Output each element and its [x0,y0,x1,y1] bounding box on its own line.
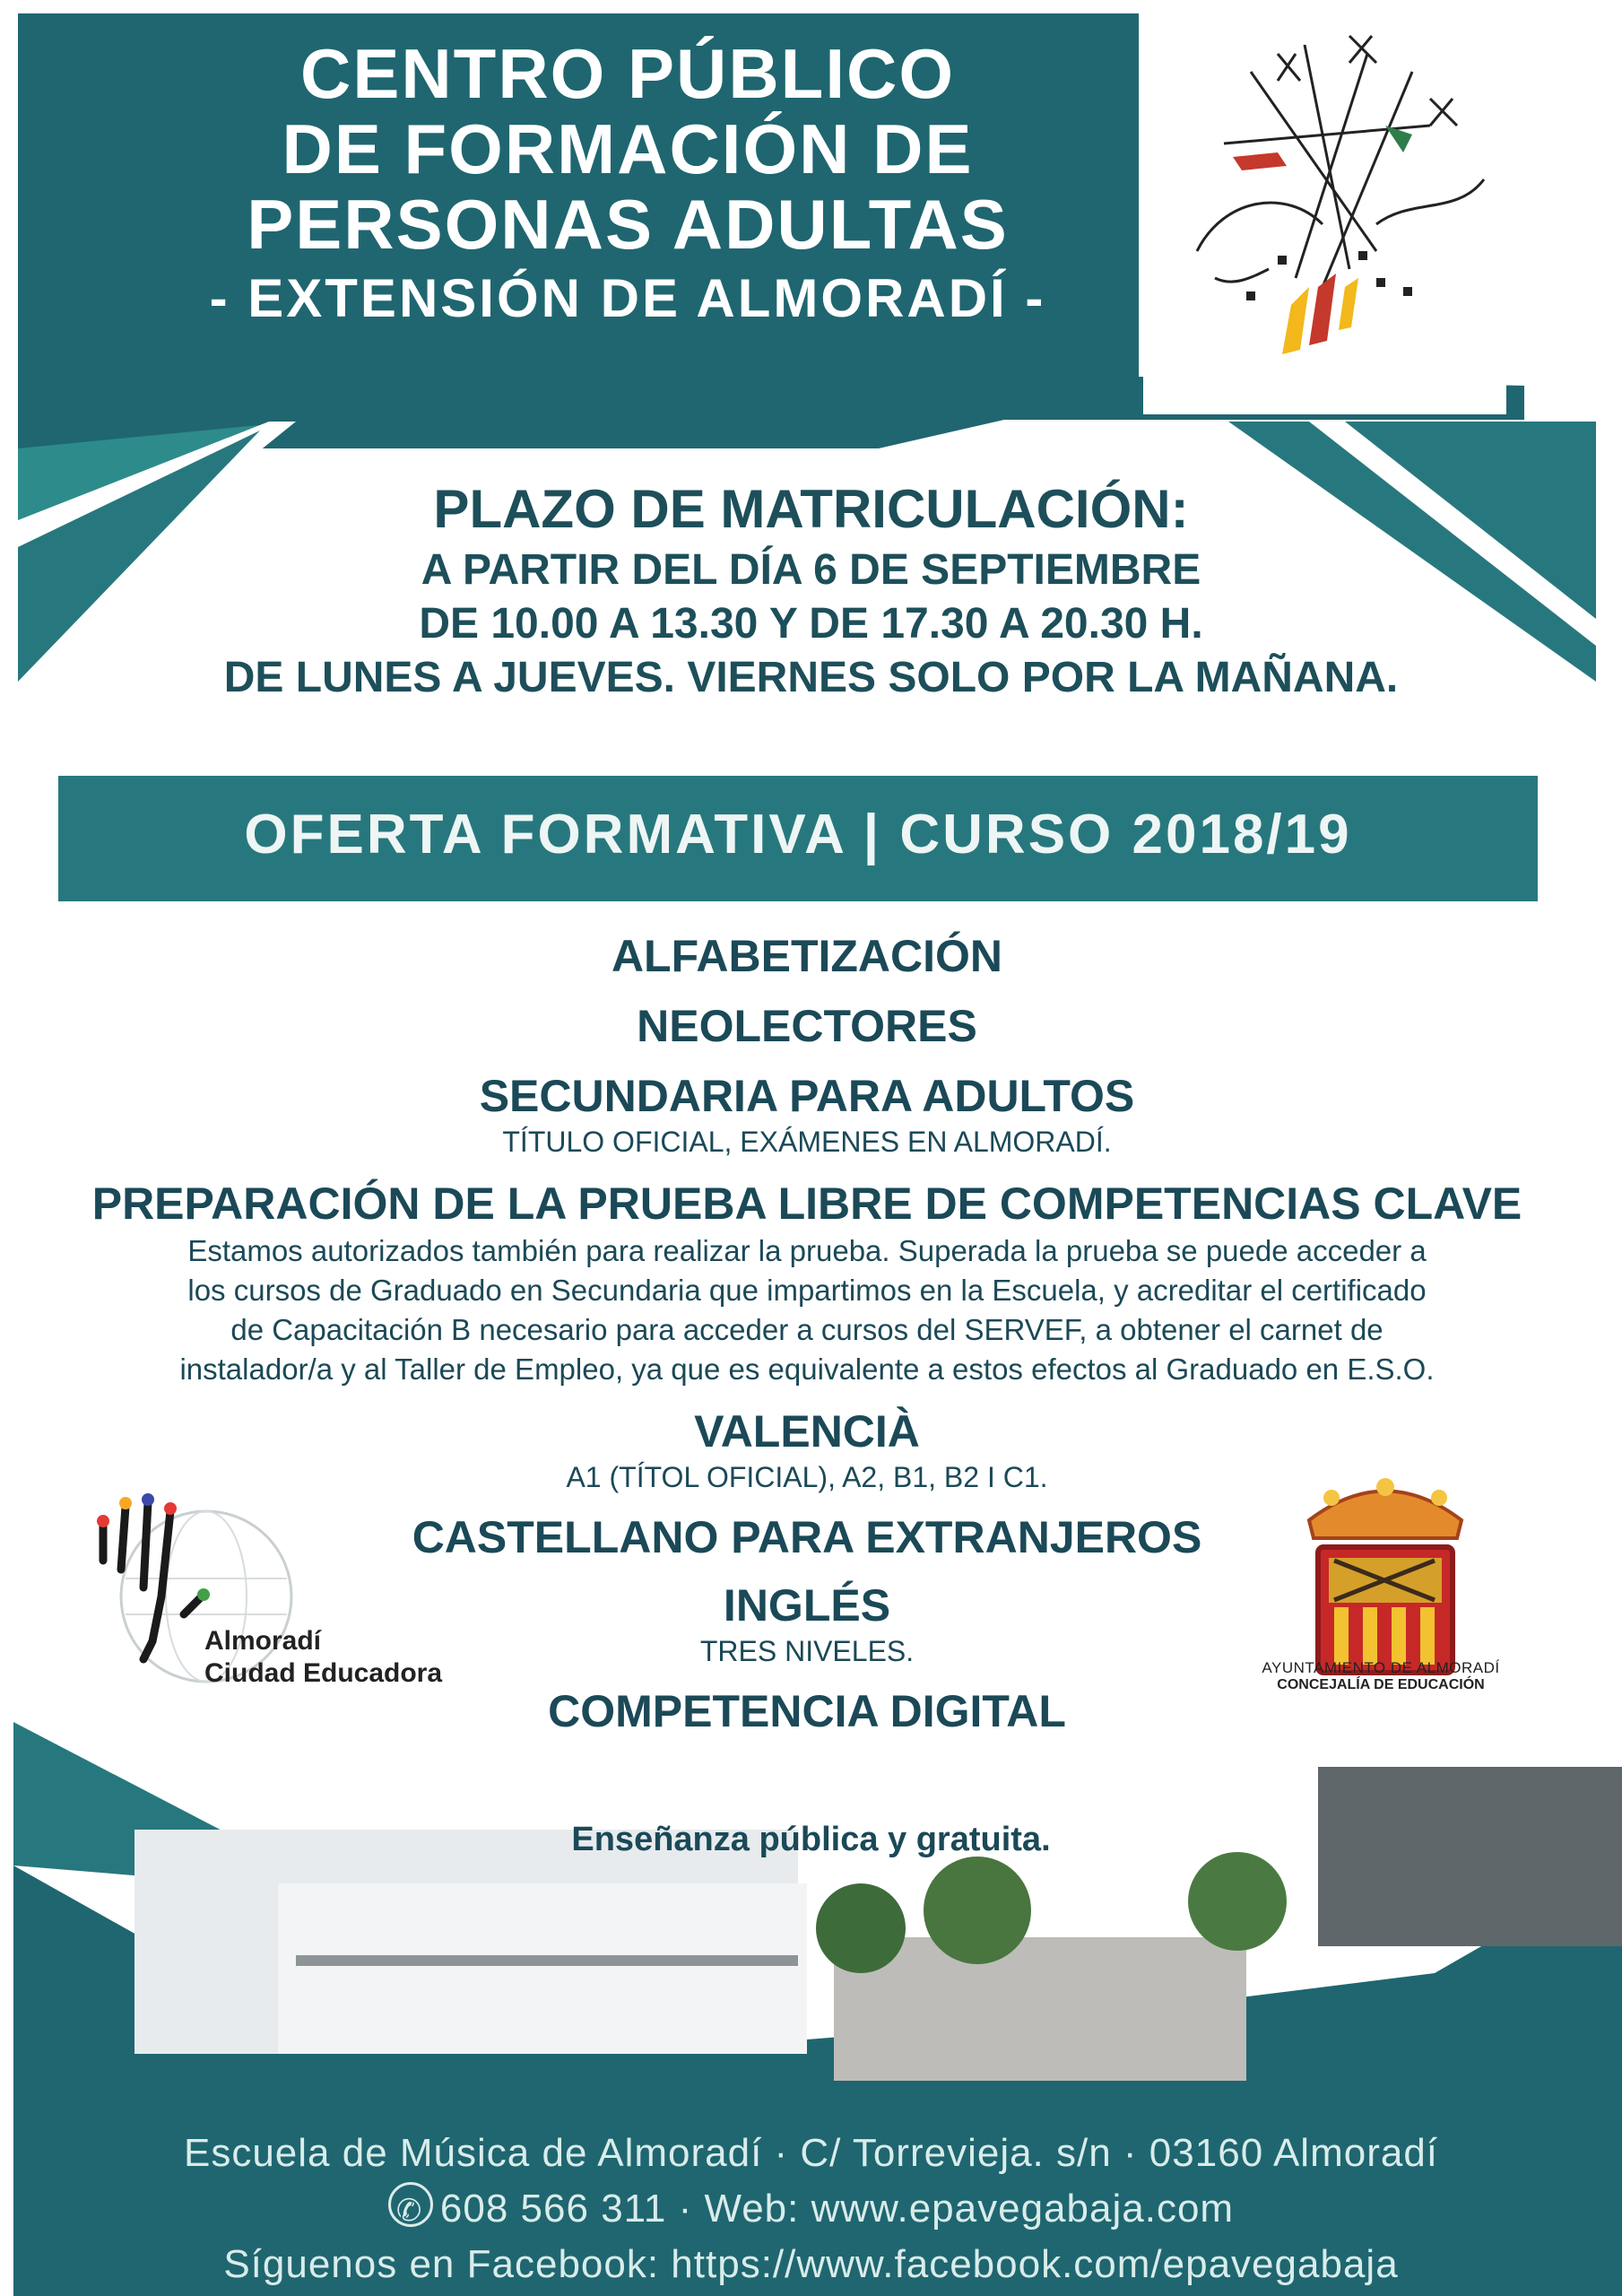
building-windows [296,1955,798,1966]
course-secundaria-note: TÍTULO OFICIAL, EXÁMENES EN ALMORADÍ. [502,1126,1112,1158]
course-preparacion: PREPARACIÓN DE LA PRUEBA LIBRE DE COMPETENCIAS CLAVE [91,1178,1522,1229]
tree [924,1857,1031,1964]
course-ingles: INGLÉS [723,1580,891,1631]
concejalia-name: CONCEJALÍA DE EDUCACIÓN [1277,1677,1485,1692]
course-valencia-note: A1 (TÍTOL OFICIAL), A2, B1, B2 I C1. [566,1461,1048,1493]
ciudad-educadora-text [204,1625,442,1690]
title-line: CENTRO PÚBLICO [300,34,955,113]
course-ingles-note: TRES NIVELES. [699,1635,915,1667]
enrolment-days: DE LUNES A JUEVES. VIERNES SOLO POR LA MAÑANA. [223,654,1399,701]
course-valencia: VALENCIÀ [694,1406,920,1457]
footer-facebook[interactable]: Síguenos en Facebook: https://www.facebook.com/epavegabaja [223,2242,1399,2286]
enrolment-title: PLAZO DE MATRICULACIÓN: [433,479,1189,539]
footer-address: Escuela de Música de Almoradí · C/ Torrevieja. s/n · 03160 Almoradí [183,2131,1439,2175]
header-title [126,36,1130,332]
ayuntamiento-crest-icon [1291,1471,1479,1677]
building-front [278,1883,807,2054]
course-preparacion-line: instalador/a y al Taller de Empleo, ya que es equivalente a estos efectos al Graduado en E.S.O. [179,1352,1435,1386]
offer-banner-label: OFERTA FORMATIVA | CURSO 2018/19 [244,804,1352,865]
course-digital: COMPETENCIA DIGITAL [548,1686,1066,1736]
enrolment-hours: DE 10.00 A 13.30 Y DE 17.30 A 20.30 H. [419,600,1203,648]
center-logo [1143,18,1506,414]
course-secundaria: SECUNDARIA PARA ADULTOS [479,1071,1135,1121]
phone-icon [388,2182,433,2227]
ayuntamiento-name: AYUNTAMIENTO DE ALMORADÍ [1262,1659,1500,1676]
course-preparacion-line: de Capacitación B necesario para acceder a cursos del SERVEF, a obtener el carnet de [230,1313,1383,1346]
subtitle: - EXTENSIÓN DE ALMORADÍ - [209,268,1046,328]
tagline: Enseñanza pública y gratuita. [571,1821,1051,1858]
course-castellano: CASTELLANO PARA EXTRANJEROS [412,1512,1202,1562]
title-line: DE FORMACIÓN DE [282,109,974,188]
footer-web[interactable]: · Web: www.epavegabaja.com [678,2187,1235,2231]
course-preparacion-line: los cursos de Graduado en Secundaria que impartimos en la Escuela, y acreditar el certificado [187,1274,1427,1307]
offer-banner [58,776,1538,901]
footer-contact [0,2181,1622,2237]
ce-line: Ciudad Educadora [204,1658,443,1688]
footer-phone[interactable]: 608 566 311 [439,2187,667,2231]
enrolment-date: A PARTIR DEL DÍA 6 DE SEPTIEMBRE [421,546,1201,594]
building-wall [834,1937,1246,2081]
center-logo-icon [1143,18,1506,414]
course-alfabetizacion: ALFABETIZACIÓN [611,931,1003,981]
course-neolectores: NEOLECTORES [637,1001,977,1051]
ce-line: Almoradí [204,1626,322,1656]
enrolment-period [0,475,1622,705]
title-line: PERSONAS ADULTAS [247,185,1009,264]
footer [0,2126,1622,2292]
course-preparacion-line: Estamos autorizados también para realizar la prueba. Superada la prueba se puede acceder a [187,1234,1427,1267]
tree [816,1883,906,1973]
tree [1188,1852,1287,1951]
ayuntamiento-text [1228,1659,1533,1693]
